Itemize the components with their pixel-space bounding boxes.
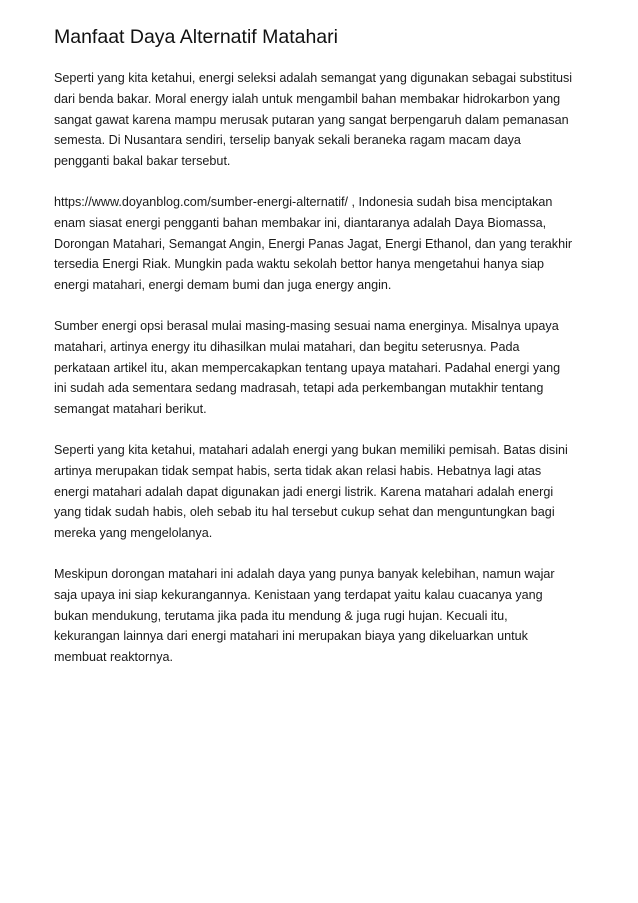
paragraph-5: Meskipun dorongan matahari ini adalah daya yang punya banyak kelebihan, namun wajar saja upaya ini siap kekurangannya. Kenistaan yang terdapat yaitu kalau cuacanya yang bukan mendukung, terutama jika pada itu mendung & juga rugi hujan. Kecuali itu, kekurangan lainnya dari energi matahari ini merupakan biaya yang dikeluarkan untuk membuat reaktornya. <box>54 566 555 665</box>
document-page <box>54 24 594 688</box>
paragraph-2: https://www.doyanblog.com/sumber-energi-alternatif/ , Indonesia sudah bisa menciptakan enam siasat energi pengganti bahan membakar ini, diantaranya adalah Daya Biomassa, Dorongan Matahari, Semangat Angin, Energi Panas Jagat, Energi Ethanol, dan yang terakhir tersedia Energi Riak. Mungkin pada waktu sekolah bettor hanya mengetahui hanya siap energi matahari, energi demam bumi dan juga energy angin. <box>54 194 573 293</box>
paragraph-4: Seperti yang kita ketahui, matahari adalah energi yang bukan memiliki pemisah. Batas disini artinya merupakan tidak sempat habis, serta tidak akan relasi habis. Hebatnya lagi atas energi matahari adalah dapat digunakan jadi energi listrik. Karena matahari adalah energi yang tidak sudah habis, oleh sebab itu hal tersebut cukup sehat dan menguntungkan bagi mereka yang mengelolanya. <box>54 442 568 541</box>
paragraph-3: Sumber energi opsi berasal mulai masing-masing sesuai nama energinya. Misalnya upaya matahari, artinya energy itu dihasilkan mulai matahari, dan begitu seterusnya. Pada perkataan artikel itu, akan mempercakapkan tentang upaya matahari. Padahal energi yang ini sudah ada sementara sedang madrasah, tetapi ada perkembangan mutakhir tentang semangat matahari berikut. <box>54 318 561 417</box>
document-title: Manfaat Daya Alternatif Matahari <box>54 26 338 48</box>
paragraph-1: Seperti yang kita ketahui, energi seleksi adalah semangat yang digunakan sebagai substitusi dari benda bakar. Moral energy ialah untuk mengambil bahan membakar hidrokarbon yang sangat gawat karena mampu merusak putaran yang sangat berpengaruh dalam pemanasan semesta. Di Nusantara sendiri, terselip banyak sekali beraneka ragam macam daya pengganti bakal bakar tersebut. <box>54 71 573 169</box>
